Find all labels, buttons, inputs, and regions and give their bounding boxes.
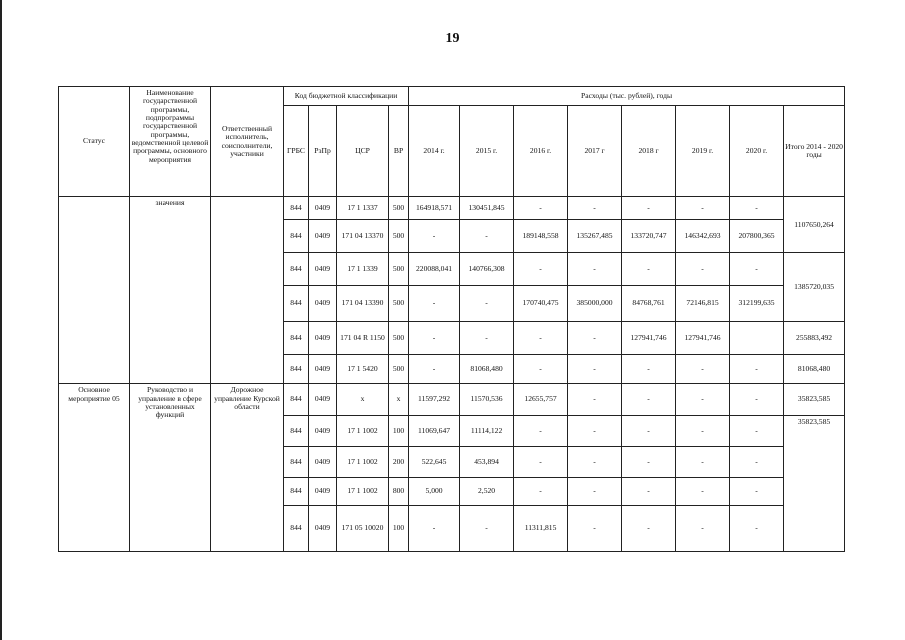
cell-2016: 170740,475 xyxy=(514,285,568,321)
cell-grbs: 844 xyxy=(284,220,309,253)
cell-grbs: 844 xyxy=(284,506,309,552)
header-row-top xyxy=(59,87,845,106)
cell-2020: - xyxy=(730,355,784,384)
cell-csr: 17 1 1339 xyxy=(337,253,389,285)
cell-2016: - xyxy=(514,322,568,355)
cell-rzpr: 0409 xyxy=(309,285,337,321)
cell-rzpr: 0409 xyxy=(309,322,337,355)
block2-status-cell: Основное мероприятие 05 xyxy=(59,384,130,552)
cell-2017: - xyxy=(568,197,622,220)
cell-2015: - xyxy=(460,220,514,253)
header-csr: ЦСР xyxy=(337,105,389,197)
cell-2019: - xyxy=(676,446,730,477)
cell-2016: 11311,815 xyxy=(514,506,568,552)
cell-2018: 127941,746 xyxy=(622,322,676,355)
cell-2015: 11114,122 xyxy=(460,415,514,446)
block1-responsible-cell xyxy=(211,197,284,384)
header-year-2014: 2014 г. xyxy=(409,105,460,197)
cell-2014: - xyxy=(409,285,460,321)
cell-2019: - xyxy=(676,197,730,220)
table-row xyxy=(59,197,845,220)
cell-2018: - xyxy=(622,253,676,285)
cell-2018: - xyxy=(622,415,676,446)
cell-2018: - xyxy=(622,446,676,477)
cell-2018: - xyxy=(622,197,676,220)
header-year-2016: 2016 г. xyxy=(514,105,568,197)
budget-table xyxy=(58,86,845,552)
cell-rzpr: 0409 xyxy=(309,446,337,477)
cell-csr: 171 04 13390 xyxy=(337,285,389,321)
cell-2018: - xyxy=(622,478,676,506)
cell-2017: - xyxy=(568,253,622,285)
cell-2020 xyxy=(730,322,784,355)
header-year-2018: 2018 г xyxy=(622,105,676,197)
cell-2016: - xyxy=(514,446,568,477)
cell-2018: - xyxy=(622,384,676,415)
cell-total: 255883,492 xyxy=(784,322,845,355)
header-program-name: Наименование государственной программы, подпрограммы государственной программы, ведомственной целевой программы, основного мероприятия xyxy=(130,87,211,197)
cell-2015: 453,894 xyxy=(460,446,514,477)
cell-2020: 207800,365 xyxy=(730,220,784,253)
block2-responsible-cell: Дорожное управление Курской области xyxy=(211,384,284,552)
cell-2016: - xyxy=(514,355,568,384)
cell-2014: 11069,647 xyxy=(409,415,460,446)
cell-vr: 500 xyxy=(389,197,409,220)
cell-2019: 127941,746 xyxy=(676,322,730,355)
cell-2016: - xyxy=(514,415,568,446)
cell-rzpr: 0409 xyxy=(309,355,337,384)
block1-name-cell: значения xyxy=(130,197,211,384)
cell-2018: - xyxy=(622,506,676,552)
header-year-2015: 2015 г. xyxy=(460,105,514,197)
header-budget-code: Код бюджетной классификации xyxy=(284,87,409,106)
cell-2014: 11597,292 xyxy=(409,384,460,415)
cell-vr: 500 xyxy=(389,220,409,253)
budget-table-container xyxy=(58,86,844,552)
header-rzpr: РзПр xyxy=(309,105,337,197)
left-margin-rule xyxy=(0,0,2,640)
cell-rzpr: 0409 xyxy=(309,415,337,446)
cell-rzpr: 0409 xyxy=(309,478,337,506)
cell-2020: - xyxy=(730,478,784,506)
header-expenses: Расходы (тыс. рублей), годы xyxy=(409,87,845,106)
cell-2018: - xyxy=(622,355,676,384)
cell-2015: 130451,845 xyxy=(460,197,514,220)
cell-2017: - xyxy=(568,478,622,506)
cell-vr: x xyxy=(389,384,409,415)
cell-grbs: 844 xyxy=(284,478,309,506)
cell-2014: 522,645 xyxy=(409,446,460,477)
cell-2014: 164918,571 xyxy=(409,197,460,220)
cell-2020: - xyxy=(730,384,784,415)
cell-total: 35823,585 xyxy=(784,384,845,415)
cell-2014: - xyxy=(409,506,460,552)
cell-csr: 171 04 R 1150 xyxy=(337,322,389,355)
cell-2016: - xyxy=(514,253,568,285)
cell-2014: 220088,041 xyxy=(409,253,460,285)
cell-2014: 5,000 xyxy=(409,478,460,506)
cell-2019: - xyxy=(676,415,730,446)
cell-grbs: 844 xyxy=(284,384,309,415)
cell-2017: - xyxy=(568,506,622,552)
cell-2017: - xyxy=(568,384,622,415)
cell-2015: 11570,536 xyxy=(460,384,514,415)
cell-vr: 800 xyxy=(389,478,409,506)
cell-2019: 72146,815 xyxy=(676,285,730,321)
page-number: 19 xyxy=(445,31,460,46)
cell-2020: - xyxy=(730,415,784,446)
cell-csr: 17 1 1002 xyxy=(337,446,389,477)
cell-csr: 171 05 10020 xyxy=(337,506,389,552)
cell-vr: 100 xyxy=(389,415,409,446)
cell-vr: 100 xyxy=(389,506,409,552)
cell-csr: 17 1 1002 xyxy=(337,478,389,506)
cell-2018: 84768,761 xyxy=(622,285,676,321)
cell-2019: - xyxy=(676,355,730,384)
cell-2020: - xyxy=(730,253,784,285)
cell-2017: 135267,485 xyxy=(568,220,622,253)
cell-2014: - xyxy=(409,322,460,355)
cell-2014: - xyxy=(409,355,460,384)
cell-2018: 133720,747 xyxy=(622,220,676,253)
cell-grbs: 844 xyxy=(284,355,309,384)
cell-csr: 171 04 13370 xyxy=(337,220,389,253)
block1-status-cell xyxy=(59,197,130,384)
cell-2015: 140766,308 xyxy=(460,253,514,285)
cell-csr: x xyxy=(337,384,389,415)
cell-total: 1107650,264 xyxy=(784,197,845,253)
cell-2017: 385000,000 xyxy=(568,285,622,321)
cell-vr: 500 xyxy=(389,253,409,285)
cell-total: 81068,480 xyxy=(784,355,845,384)
header-year-2019: 2019 г. xyxy=(676,105,730,197)
header-status: Статус xyxy=(59,87,130,197)
cell-2019: - xyxy=(676,253,730,285)
cell-grbs: 844 xyxy=(284,253,309,285)
cell-2015: - xyxy=(460,322,514,355)
cell-2019: - xyxy=(676,478,730,506)
cell-2020: - xyxy=(730,446,784,477)
cell-grbs: 844 xyxy=(284,197,309,220)
cell-2017: - xyxy=(568,415,622,446)
cell-2017: - xyxy=(568,446,622,477)
cell-csr: 17 1 1002 xyxy=(337,415,389,446)
cell-vr: 200 xyxy=(389,446,409,477)
cell-total: 1385720,035 xyxy=(784,253,845,322)
cell-vr: 500 xyxy=(389,355,409,384)
cell-total: 35823,585 xyxy=(784,415,845,551)
cell-2017: - xyxy=(568,355,622,384)
cell-2020: 312199,635 xyxy=(730,285,784,321)
header-vr: ВР xyxy=(389,105,409,197)
cell-2015: 81068,480 xyxy=(460,355,514,384)
cell-2017: - xyxy=(568,322,622,355)
cell-2019: - xyxy=(676,506,730,552)
table-row xyxy=(59,384,845,415)
cell-rzpr: 0409 xyxy=(309,197,337,220)
cell-grbs: 844 xyxy=(284,322,309,355)
cell-grbs: 844 xyxy=(284,415,309,446)
cell-vr: 500 xyxy=(389,322,409,355)
cell-grbs: 844 xyxy=(284,285,309,321)
cell-2016: - xyxy=(514,197,568,220)
cell-2016: 12655,757 xyxy=(514,384,568,415)
cell-2016: - xyxy=(514,478,568,506)
cell-rzpr: 0409 xyxy=(309,384,337,415)
header-year-2020: 2020 г. xyxy=(730,105,784,197)
block2-name-cell: Руководство и управление в сфере установленных функций xyxy=(130,384,211,552)
cell-2014: - xyxy=(409,220,460,253)
cell-2020: - xyxy=(730,506,784,552)
cell-rzpr: 0409 xyxy=(309,253,337,285)
cell-rzpr: 0409 xyxy=(309,220,337,253)
header-grbs: ГРБС xyxy=(284,105,309,197)
cell-grbs: 844 xyxy=(284,446,309,477)
header-year-2017: 2017 г xyxy=(568,105,622,197)
cell-2015: - xyxy=(460,506,514,552)
cell-2015: 2,520 xyxy=(460,478,514,506)
cell-2016: 189148,558 xyxy=(514,220,568,253)
cell-2019: - xyxy=(676,384,730,415)
header-total: Итого 2014 - 2020 годы xyxy=(784,105,845,197)
cell-rzpr: 0409 xyxy=(309,506,337,552)
cell-csr: 17 1 1337 xyxy=(337,197,389,220)
cell-csr: 17 1 5420 xyxy=(337,355,389,384)
cell-2019: 146342,693 xyxy=(676,220,730,253)
header-responsible: Ответственный исполнитель, соисполнители, участники xyxy=(211,87,284,197)
cell-2020: - xyxy=(730,197,784,220)
cell-vr: 500 xyxy=(389,285,409,321)
cell-2015: - xyxy=(460,285,514,321)
